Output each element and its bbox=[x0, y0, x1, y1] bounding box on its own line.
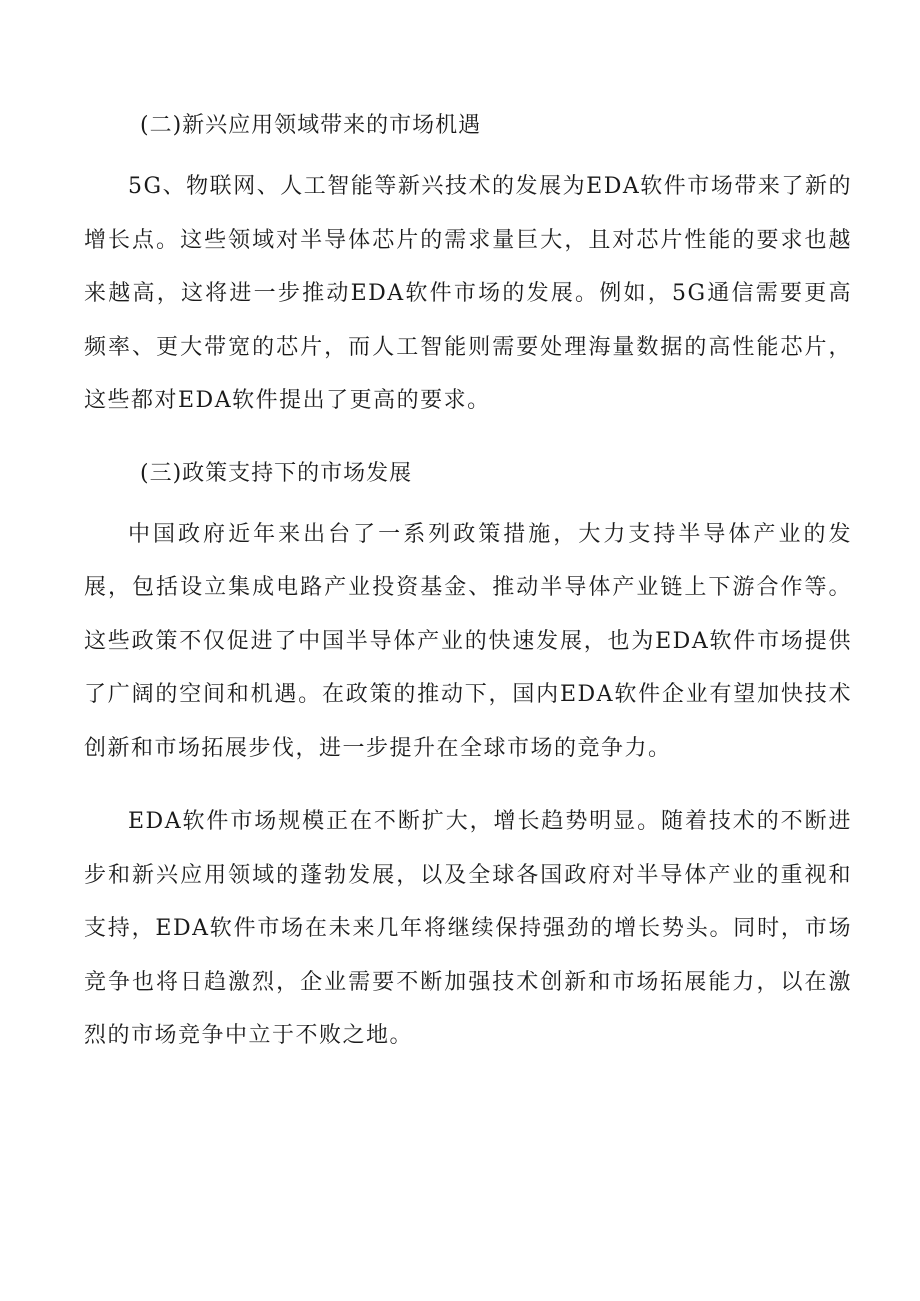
paragraph-market-summary: EDA软件市场规模正在不断扩大，增长趋势明显。随着技术的不断进步和新兴应用领域的蓬勃发展，以及全球各国政府对半导体产业的重视和支持，EDA软件市场在未来几年将继续保持强劲的增长势头。同时，市场竞争也将日趋激烈，企业需要不断加强技术创新和市场拓展能力，以在激烈的市场竞争中立于不败之地。 bbox=[84, 809, 852, 1048]
section-heading-emerging-applications: (二)新兴应用领域带来的市场机遇 bbox=[140, 113, 482, 138]
paragraph-policy-support: 中国政府近年来出台了一系列政策措施，大力支持半导体产业的发展，包括设立集成电路产业投资基金、推动半导体产业链上下游合作等。这些政策不仅促进了中国半导体产业的快速发展，也为EDA软件市场提供了广阔的空间和机遇。在政策的推动下，国内EDA软件企业有望加快技术创新和市场拓展步伐，进一步提升在全球市场的竞争力。 bbox=[84, 521, 852, 761]
paragraph-emerging-applications: 5G、物联网、人工智能等新兴技术的发展为EDA软件市场带来了新的增长点。这些领域对半导体芯片的需求量巨大，且对芯片性能的要求也越来越高，这将进一步推动EDA软件市场的发展。例如，5G通信需要更高频率、更大带宽的芯片，而人工智能则需要处理海量数据的高性能芯片，这些都对EDA软件提出了更高的要求。 bbox=[84, 174, 852, 413]
section-heading-policy-support: (三)政策支持下的市场发展 bbox=[140, 460, 413, 486]
document-body bbox=[84, 106, 852, 1063]
